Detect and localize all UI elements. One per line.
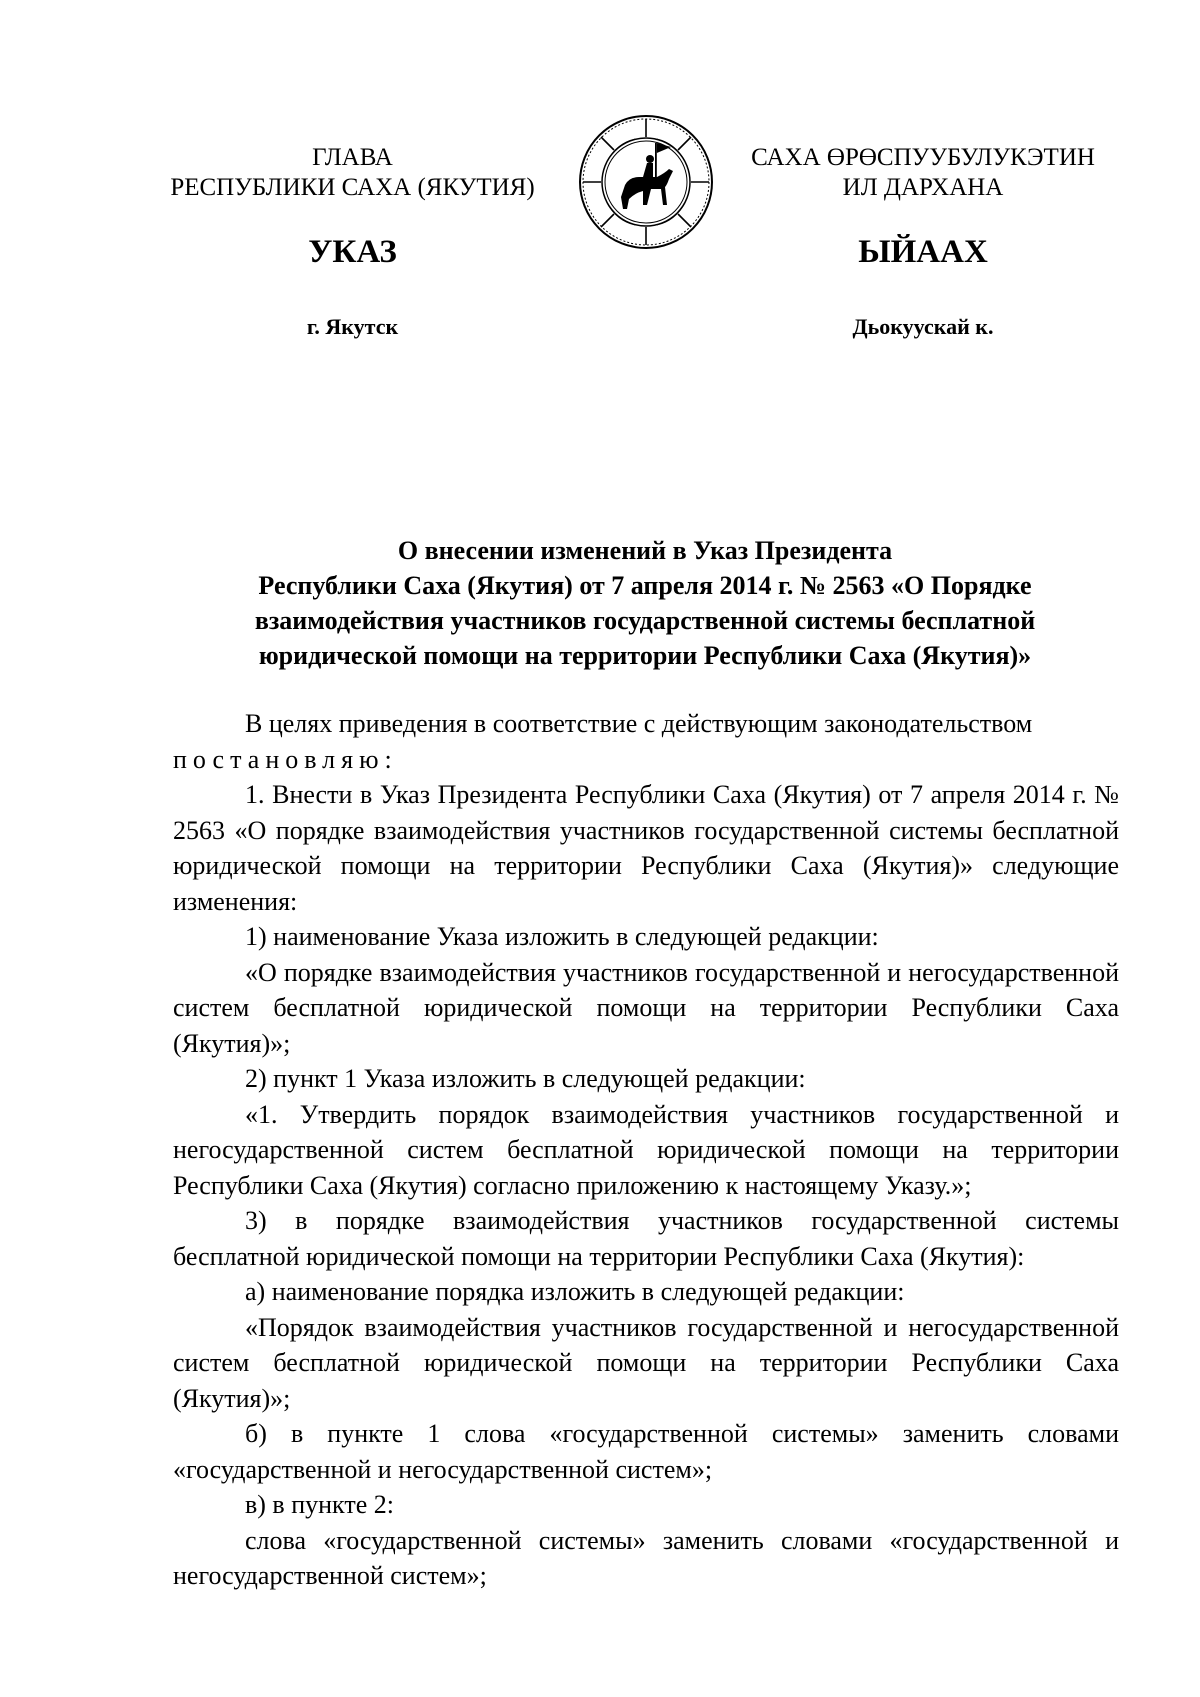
city-ru: г. Якутск (306, 314, 399, 339)
title-line: Республики Саха (Якутия) от 7 апреля 2014 г. № 2563 «О Порядке (258, 571, 1032, 600)
resolve-word: постановляю: (173, 744, 398, 774)
header-right-line2: ИЛ ДАРХАНА (842, 174, 1004, 201)
paragraph-v: в) в пункте 2: (245, 1490, 394, 1519)
paragraph-quote-2: «1. Утвердить порядок взаимодействия участников государственной и негосударственной систем бесплатной юридической помощи на территории Республики Саха (Якутия) согласно приложению к настоящему Указу.»; (173, 1099, 1119, 1200)
header-left-line2: РЕСПУБЛИКИ САХА (ЯКУТИЯ) (170, 174, 535, 201)
decree-title-ru: УКАЗ (308, 234, 397, 270)
decree-title-sah: ЫЙААХ (858, 234, 988, 270)
paragraph-b: б) в пункте 1 слова «государственной системы» заменить словами «государственной и негосударственной систем»; (173, 1419, 1119, 1484)
paragraph-1-1: 1) наименование Указа изложить в следующей редакции: (245, 922, 879, 951)
paragraph-v-1: слова «государственной системы» заменить словами «государственной и негосударственной систем»; (173, 1525, 1119, 1590)
header-right (723, 143, 1123, 203)
paragraph-1: 1. Внести в Указ Президента Республики Саха (Якутия) от 7 апреля 2014 г. № 2563 «О порядке взаимодействия участников государственной системы бесплатной юридической помощи на территории Республики Саха (Якутия)» следующие изменения: (173, 780, 1119, 916)
intro-paragraph: В целях приведения в соответствие с действующим законодательством (245, 709, 1033, 738)
title-line: О внесении изменений в Указ Президента (397, 536, 893, 565)
header-left (130, 143, 575, 203)
header-left-line1: ГЛАВА (312, 144, 393, 171)
coat-of-arms-emblem (577, 113, 715, 251)
paragraph-1-2: 2) пункт 1 Указа изложить в следующей редакции: (245, 1064, 806, 1093)
city-sah: Дьокуускай к. (852, 314, 994, 339)
title-line: юридической помощи на территории Республики Саха (Якутия)» (258, 641, 1032, 670)
document-body (173, 706, 1119, 1594)
document-title (175, 533, 1115, 673)
title-line: взаимодействия участников государственной системы бесплатной (254, 606, 1036, 635)
paragraph-a: а) наименование порядка изложить в следующей редакции: (245, 1277, 905, 1306)
header-right-line1: САХА ӨРӨСПУУБУЛУКЭТИН (751, 144, 1095, 171)
paragraph-quote-1: «О порядке взаимодействия участников государственной и негосударственной систем бесплатной юридической помощи на территории Республики Саха (Якутия)»; (173, 957, 1119, 1058)
paragraph-quote-3: «Порядок взаимодействия участников государственной и негосударственной систем бесплатной юридической помощи на территории Республики Саха (Якутия)»; (173, 1312, 1119, 1413)
paragraph-1-3: 3) в порядке взаимодействия участников государственной системы бесплатной юридической помощи на территории Республики Саха (Якутия): (173, 1206, 1119, 1271)
